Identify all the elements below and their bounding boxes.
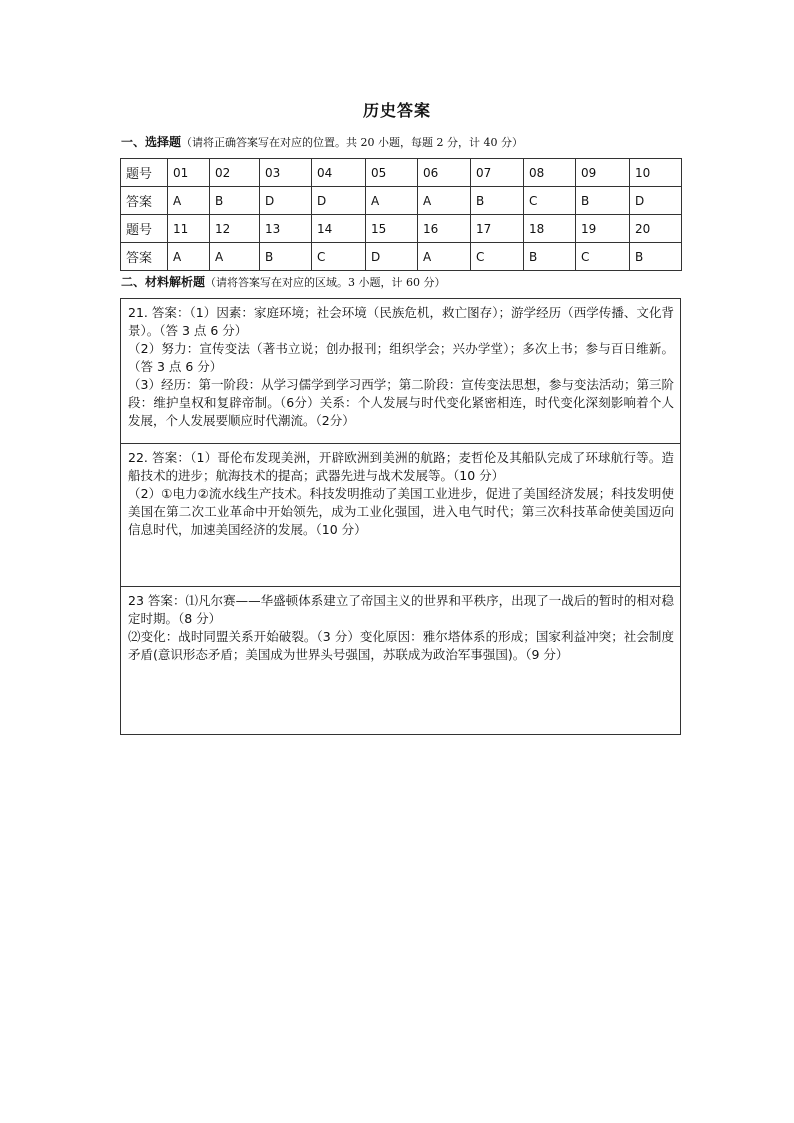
table-cell: 17 [471,215,524,243]
row-label: 题号 [121,159,168,187]
table-cell: 14 [312,215,366,243]
document-title: 历史答案 [362,101,431,120]
table-cell: A [366,187,418,215]
answer-table-row [121,215,682,243]
table-cell: 08 [524,159,576,187]
table-cell: 20 [630,215,682,243]
table-cell: C [576,243,630,271]
section-one-heading [121,134,701,151]
answer-box-q21 [120,298,681,444]
table-cell: 05 [366,159,418,187]
answer-table [120,158,682,271]
table-cell: 01 [168,159,210,187]
answer-paragraph: ⑵变化：战时同盟关系开始破裂。（3 分）变化原因：雅尔塔体系的形成；国家利益冲突；社会制度矛盾(意识形态矛盾；美国成为世界头号强国，苏联成为政治军事强国)。（9 分） [128,629,674,662]
table-cell: A [418,187,471,215]
answer-paragraph: （3）经历：第一阶段：从学习儒学到学习西学；第二阶段：宣传变法思想，参与变法活动；第三阶段：维护皇权和复辟帝制。（6分）关系：个人发展与时代变化紧密相连，时代变化深刻影响着个人发展，个人发展要顺应时代潮流。（2分） [128,377,674,428]
table-cell: D [366,243,418,271]
answer-box-q22 [120,444,681,587]
table-cell: B [524,243,576,271]
table-cell: C [312,243,366,271]
section-one-note: （请将正确答案写在对应的位置。共 20 小题，每题 2 分，计 40 分） [181,136,523,149]
table-cell: B [260,243,312,271]
table-cell: A [418,243,471,271]
table-cell: 19 [576,215,630,243]
table-cell: 11 [168,215,210,243]
table-cell: 12 [210,215,260,243]
table-cell: B [576,187,630,215]
answer-table-row [121,159,682,187]
table-cell: 10 [630,159,682,187]
table-cell: C [471,243,524,271]
table-cell: B [630,243,682,271]
answer-paragraph: （2）努力：宣传变法（著书立说；创办报刊；组织学会；兴办学堂）；多次上书；参与百日维新。（答 3 点 6 分） [128,341,674,374]
row-label: 题号 [121,215,168,243]
answer-paragraph: 22. 答案：（1）哥伦布发现美洲，开辟欧洲到美洲的航路；麦哲伦及其船队完成了环球航行等。造船技术的进步；航海技术的提高；武器先进与战术发展等。（10 分） [128,450,674,483]
answer-table-row [121,243,682,271]
section-two-note: （请将答案写在对应的区域。3 小题，计 60 分） [205,276,446,289]
table-cell: 13 [260,215,312,243]
table-cell: A [210,243,260,271]
section-two-title: 二、材料解析题 [121,275,206,289]
table-cell: C [524,187,576,215]
row-label: 答案 [121,187,168,215]
answer-paragraph: 21. 答案：（1）因素：家庭环境；社会环境（民族危机，救亡图存）；游学经历（西学传播、文化背景）。（答 3 点 6 分） [128,305,674,338]
table-cell: 16 [418,215,471,243]
answer-paragraph: （2）①电力②流水线生产技术。科技发明推动了美国工业进步，促进了美国经济发展；科技发明使美国在第二次工业革命中开始领先，成为工业化强国，进入电气时代；第三次科技革命使美国迈向信息时代，加速美国经济的发展。（10 分） [128,486,674,537]
table-cell: A [168,187,210,215]
table-cell: D [260,187,312,215]
table-cell: A [168,243,210,271]
table-cell: 07 [471,159,524,187]
table-cell: 18 [524,215,576,243]
section-one-title: 一、选择题 [121,135,182,149]
table-cell: 06 [418,159,471,187]
table-cell: 03 [260,159,312,187]
table-cell: B [471,187,524,215]
table-cell: 15 [366,215,418,243]
table-cell: D [630,187,682,215]
row-label: 答案 [121,243,168,271]
table-cell: B [210,187,260,215]
answer-paragraph: 23 答案：⑴凡尔赛——华盛顿体系建立了帝国主义的世界和平秩序，出现了一战后的暂时的相对稳定时期。（8 分） [128,593,674,626]
section-two-heading [121,274,701,291]
table-cell: 02 [210,159,260,187]
answer-box-q23 [120,587,681,735]
table-cell: D [312,187,366,215]
table-cell: 09 [576,159,630,187]
table-cell: 04 [312,159,366,187]
answer-table-row [121,187,682,215]
